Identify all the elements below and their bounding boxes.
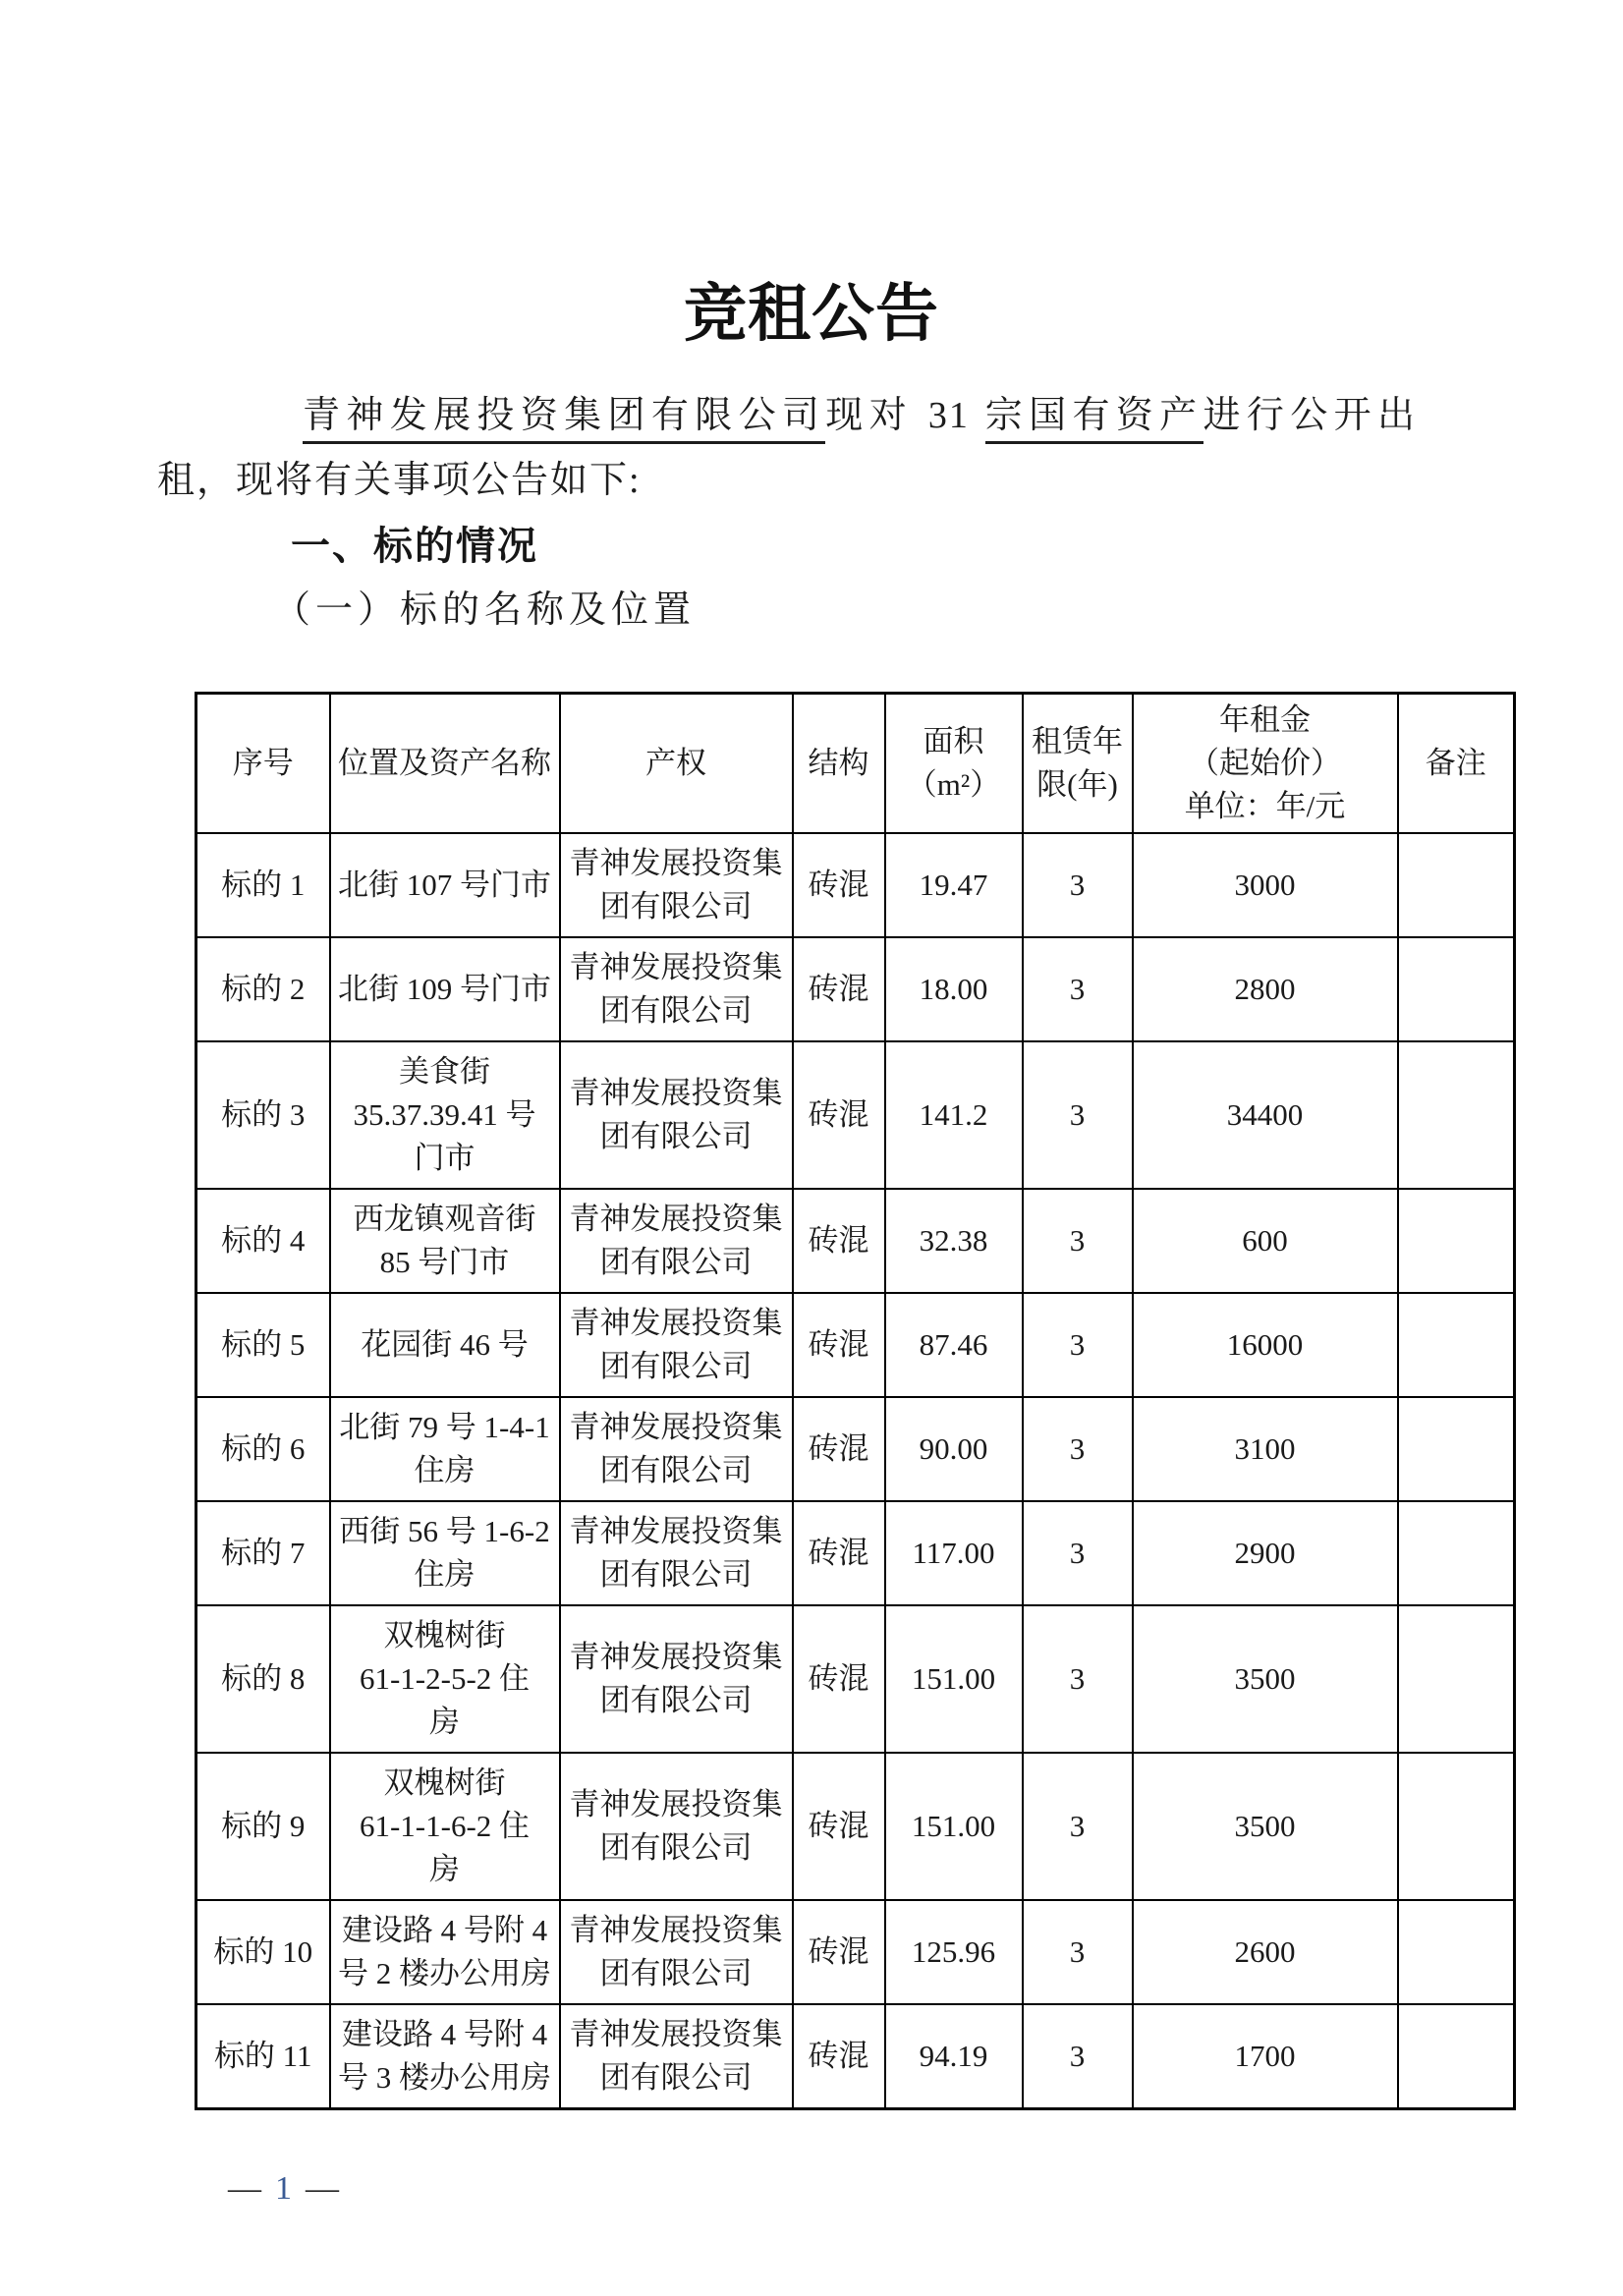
cell-term: 3 [1023, 1189, 1133, 1293]
cell-owner: 青神发展投资集 团有限公司 [560, 1397, 793, 1501]
table-header-row [196, 694, 1515, 834]
cell-no: 标的 10 [196, 1900, 330, 2004]
table-row [196, 937, 1515, 1041]
cell-owner: 青神发展投资集 团有限公司 [560, 833, 793, 937]
column-header: 结构 [793, 694, 885, 834]
cell-location: 西龙镇观音街 85 号门市 [330, 1189, 560, 1293]
cell-structure: 砖混 [793, 1397, 885, 1501]
cell-area: 151.00 [885, 1605, 1023, 1753]
cell-structure: 砖混 [793, 1605, 885, 1753]
cell-structure: 砖混 [793, 1900, 885, 2004]
cell-term: 3 [1023, 1900, 1133, 2004]
cell-note [1398, 1501, 1515, 1605]
cell-no: 标的 6 [196, 1397, 330, 1501]
underlined-text: 青神发展投资集团有限公司 [303, 395, 825, 444]
cell-rent: 2600 [1133, 1900, 1398, 2004]
section-heading: 一、标的情况 [291, 525, 538, 568]
cell-rent: 600 [1133, 1189, 1398, 1293]
column-header: 租赁年 限(年) [1023, 694, 1133, 834]
cell-note [1398, 833, 1515, 937]
cell-structure: 砖混 [793, 1041, 885, 1189]
column-header: 位置及资产名称 [330, 694, 560, 834]
cell-note [1398, 937, 1515, 1041]
cell-area: 18.00 [885, 937, 1023, 1041]
cell-owner: 青神发展投资集 团有限公司 [560, 1189, 793, 1293]
cell-term: 3 [1023, 1041, 1133, 1189]
cell-note [1398, 1605, 1515, 1753]
cell-rent: 16000 [1133, 1293, 1398, 1397]
plain-text: 现对 31 [825, 395, 985, 436]
cell-location: 建设路 4 号附 4 号 3 楼办公用房 [330, 2004, 560, 2109]
cell-no: 标的 9 [196, 1753, 330, 1900]
plain-text: 进行公开出 [1203, 395, 1417, 436]
cell-rent: 1700 [1133, 2004, 1398, 2109]
cell-location: 西街 56 号 1-6-2 住房 [330, 1501, 560, 1605]
column-header: 年租金 （起始价） 单位：年/元 [1133, 694, 1398, 834]
cell-term: 3 [1023, 1501, 1133, 1605]
intro-paragraph [157, 383, 1417, 513]
subsection-heading: （一）标的名称及位置 [273, 589, 697, 631]
cell-rent: 3500 [1133, 1753, 1398, 1900]
cell-rent: 2800 [1133, 937, 1398, 1041]
cell-no: 标的 7 [196, 1501, 330, 1605]
intro-line-1 [157, 383, 1417, 448]
cell-location: 北街 79 号 1-4-1 住房 [330, 1397, 560, 1501]
cell-no: 标的 4 [196, 1189, 330, 1293]
footer-left-dash: — [228, 2170, 261, 2207]
cell-note [1398, 1397, 1515, 1501]
cell-area: 90.00 [885, 1397, 1023, 1501]
cell-location: 北街 109 号门市 [330, 937, 560, 1041]
cell-no: 标的 8 [196, 1605, 330, 1753]
cell-area: 32.38 [885, 1189, 1023, 1293]
table-row [196, 1501, 1515, 1605]
cell-area: 151.00 [885, 1753, 1023, 1900]
cell-owner: 青神发展投资集 团有限公司 [560, 2004, 793, 2109]
cell-term: 3 [1023, 833, 1133, 937]
cell-owner: 青神发展投资集 团有限公司 [560, 937, 793, 1041]
cell-structure: 砖混 [793, 833, 885, 937]
cell-rent: 3100 [1133, 1397, 1398, 1501]
column-header: 序号 [196, 694, 330, 834]
cell-note [1398, 1293, 1515, 1397]
cell-note [1398, 2004, 1515, 2109]
cell-term: 3 [1023, 937, 1133, 1041]
cell-area: 94.19 [885, 2004, 1023, 2109]
cell-no: 标的 1 [196, 833, 330, 937]
table-row [196, 1753, 1515, 1900]
table-row [196, 1605, 1515, 1753]
table-body [196, 833, 1515, 2109]
cell-owner: 青神发展投资集 团有限公司 [560, 1041, 793, 1189]
footer-right-dash: — [306, 2170, 339, 2207]
cell-owner: 青神发展投资集 团有限公司 [560, 1753, 793, 1900]
column-header: 产权 [560, 694, 793, 834]
underlined-text: 宗国有资产 [985, 395, 1203, 444]
cell-structure: 砖混 [793, 2004, 885, 2109]
cell-term: 3 [1023, 2004, 1133, 2109]
cell-no: 标的 5 [196, 1293, 330, 1397]
table-row [196, 1293, 1515, 1397]
page-title: 竞租公告 [684, 279, 939, 349]
table-row [196, 2004, 1515, 2109]
cell-owner: 青神发展投资集 团有限公司 [560, 1900, 793, 2004]
table-row [196, 1189, 1515, 1293]
cell-term: 3 [1023, 1753, 1133, 1900]
cell-term: 3 [1023, 1605, 1133, 1753]
cell-location: 双槐树街 61-1-2-5-2 住 房 [330, 1605, 560, 1753]
table-row [196, 833, 1515, 937]
cell-location: 双槐树街 61-1-1-6-2 住 房 [330, 1753, 560, 1900]
cell-owner: 青神发展投资集 团有限公司 [560, 1605, 793, 1753]
cell-structure: 砖混 [793, 1293, 885, 1397]
cell-rent: 3500 [1133, 1605, 1398, 1753]
cell-no: 标的 2 [196, 937, 330, 1041]
cell-note [1398, 1753, 1515, 1900]
footer-page-number: 1 [275, 2170, 292, 2207]
cell-structure: 砖混 [793, 1753, 885, 1900]
cell-structure: 砖混 [793, 1501, 885, 1605]
cell-structure: 砖混 [793, 1189, 885, 1293]
cell-location: 建设路 4 号附 4 号 2 楼办公用房 [330, 1900, 560, 2004]
assets-table [195, 692, 1516, 2110]
cell-rent: 3000 [1133, 833, 1398, 937]
cell-rent: 34400 [1133, 1041, 1398, 1189]
table-row [196, 1397, 1515, 1501]
cell-owner: 青神发展投资集 团有限公司 [560, 1293, 793, 1397]
column-header: 面积 （m²） [885, 694, 1023, 834]
cell-no: 标的 3 [196, 1041, 330, 1189]
cell-area: 125.96 [885, 1900, 1023, 2004]
cell-term: 3 [1023, 1397, 1133, 1501]
cell-area: 117.00 [885, 1501, 1023, 1605]
table-row [196, 1041, 1515, 1189]
cell-location: 北街 107 号门市 [330, 833, 560, 937]
cell-area: 141.2 [885, 1041, 1023, 1189]
intro-line-2: 租，现将有关事项公告如下: [157, 460, 642, 501]
cell-area: 19.47 [885, 833, 1023, 937]
cell-no: 标的 11 [196, 2004, 330, 2109]
cell-location: 花园街 46 号 [330, 1293, 560, 1397]
cell-term: 3 [1023, 1293, 1133, 1397]
table-row [196, 1900, 1515, 2004]
cell-location: 美食街 35.37.39.41 号 门市 [330, 1041, 560, 1189]
cell-rent: 2900 [1133, 1501, 1398, 1605]
page-footer [228, 2169, 1623, 2209]
column-header: 备注 [1398, 694, 1515, 834]
cell-note [1398, 1900, 1515, 2004]
cell-area: 87.46 [885, 1293, 1023, 1397]
cell-note [1398, 1189, 1515, 1293]
cell-owner: 青神发展投资集 团有限公司 [560, 1501, 793, 1605]
cell-structure: 砖混 [793, 937, 885, 1041]
cell-note [1398, 1041, 1515, 1189]
